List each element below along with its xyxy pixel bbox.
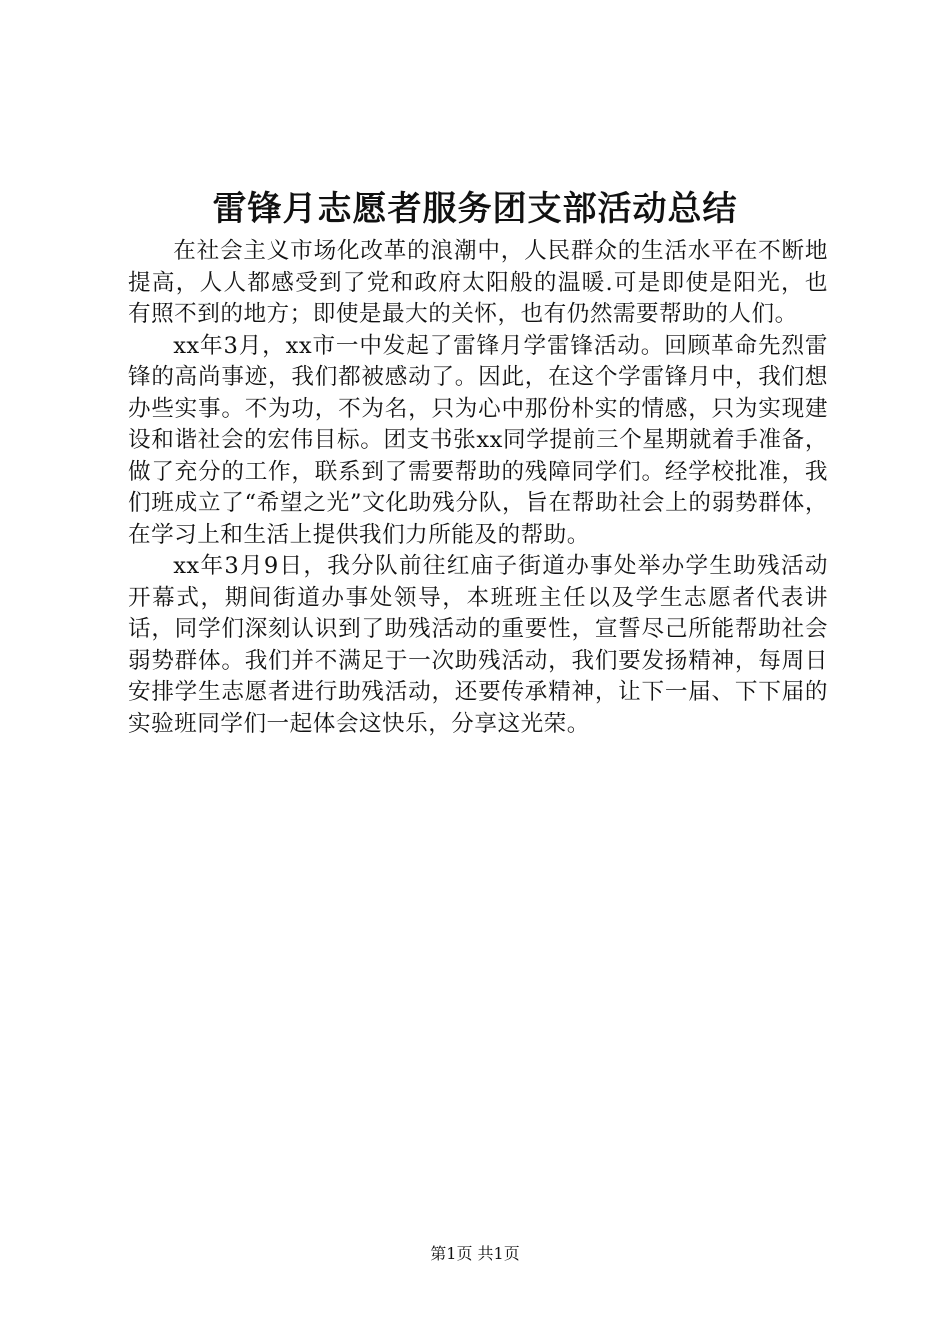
paragraph: xx年3月9日，我分队前往红庙子街道办事处举办学生助残活动开幕式，期间街道办事处领导，本班班主任以及学生志愿者代表讲话，同学们深刻认识到了助残活动的重要性，宣誓尽己所能帮助社会弱势群体。我们并不满足于一次助残活动，我们要发扬精神，每周日安排学生志愿者进行助残活动，还要传承精神，让下一届、下下届的实验班同学们一起体会这快乐，分享这光荣。 [128,553,828,737]
document-body [128,236,828,740]
paragraph: xx年3月，xx市一中发起了雷锋月学雷锋活动。回顾革命先烈雷锋的高尚事迹，我们都被感动了。因此，在这个学雷锋月中，我们想办些实事。不为功，不为名，只为心中那份朴实的情感，只为实现建设和谐社会的宏伟目标。团支书张xx同学提前三个星期就着手准备，做了充分的工作，联系到了需要帮助的残障同学们。经学校批准，我们班成立了“希望之光”文化助残分队，旨在帮助社会上的弱势群体，在学习上和生活上提供我们力所能及的帮助。 [128,332,828,548]
document-title: 雷锋月志愿者服务团支部活动总结 [212,189,738,229]
paragraph: 在社会主义市场化改革的浪潮中，人民群众的生活水平在不断地提高，人人都感受到了党和政府太阳般的温暖.可是即使是阳光，也有照不到的地方；即使是最大的关怀，也有仍然需要帮助的人们。 [128,238,828,327]
page-footer: 第1页 共1页 [430,1244,520,1263]
